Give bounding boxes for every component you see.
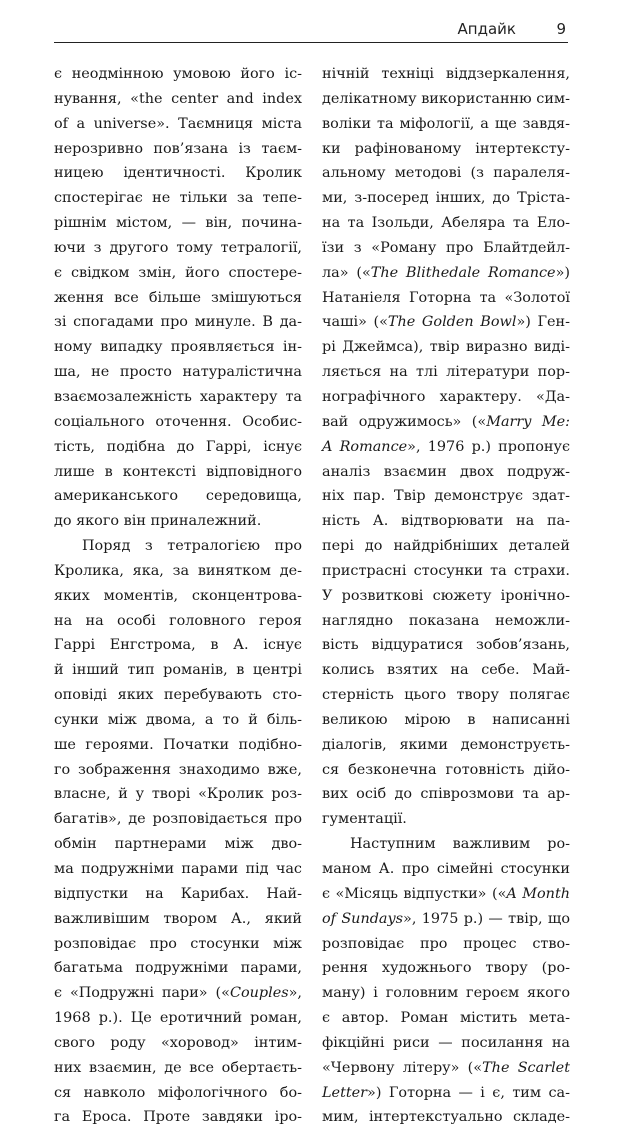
text-line: взаємозалежність характеру та bbox=[54, 388, 302, 405]
running-title: Апдайк bbox=[457, 20, 516, 38]
right-text-column bbox=[322, 62, 570, 1130]
text-line: of Sundays», 1975 р.) — твір, що bbox=[322, 910, 570, 927]
text-line: багатьма подружніми парами, bbox=[54, 960, 302, 977]
text-line: вих осіб до співрозмови та ар- bbox=[322, 786, 570, 803]
text-line: вай одружимось» («Marry Me: bbox=[322, 413, 570, 430]
text-line: рення художнього твору (ро- bbox=[322, 960, 570, 977]
running-header bbox=[54, 16, 568, 43]
text-line: ляється на тлі літератури пор- bbox=[322, 364, 570, 381]
text-line: американського середовища, bbox=[54, 488, 302, 505]
text-line: У розвиткові сюжету іронічно- bbox=[322, 587, 570, 604]
text-line: ницею ідентичності. Кролик bbox=[54, 165, 302, 182]
text-line: ла» («The Blithedale Romance») bbox=[322, 264, 570, 281]
text-line: ману) і головним героєм якого bbox=[322, 985, 570, 1002]
text-line: нерозривно пов’язана із таєм- bbox=[54, 140, 302, 157]
text-line: вість відцуратися зобов’язань, bbox=[322, 637, 570, 654]
text-line: сунки між двома, а то й біль- bbox=[54, 711, 302, 728]
text-line: пристрасні стосунки та страхи. bbox=[322, 562, 570, 579]
text-line: ніх пар. Твір демонструє здат- bbox=[322, 488, 570, 505]
text-line: оповіді яких перебувають сто- bbox=[54, 687, 302, 704]
text-line: воліки та міфології, а ще завдя- bbox=[322, 115, 570, 132]
text-line: власне, й у творі «Кролик роз- bbox=[54, 786, 302, 803]
text-line: мим, інтертекстуально складе- bbox=[322, 1109, 570, 1126]
text-line: й інший тип романів, в центрі bbox=[54, 662, 302, 679]
text-line: Гаррі Енгстрома, в А. існує bbox=[54, 637, 302, 654]
text-line: рі Джеймса), твір виразно виді- bbox=[322, 339, 570, 356]
page-number: 9 bbox=[556, 20, 566, 38]
text-line: Натаніеля Готорна та «Золотої bbox=[322, 289, 570, 306]
text-line: колись взятих на себе. Май- bbox=[322, 662, 570, 679]
text-line: ма подружніми парами під час bbox=[54, 861, 302, 877]
text-line: чаші» («The Golden Bowl») Ген- bbox=[322, 314, 571, 331]
text-line: свого роду «хоровод» інтим- bbox=[54, 1034, 302, 1051]
text-line: соціального оточення. Особис- bbox=[54, 413, 302, 430]
text-line: аналіз взаємин двох подруж- bbox=[322, 463, 570, 480]
text-line: багатів», де розповідається про bbox=[54, 811, 302, 828]
text-line: «Червону літеру» («The Scarlet bbox=[322, 1059, 570, 1076]
text-line: Letter») Готорна — і є, тим са- bbox=[322, 1084, 570, 1101]
text-line: ки рафінованому інтертексту- bbox=[322, 140, 570, 157]
text-line: нографічного характеру. «Да- bbox=[322, 388, 570, 405]
text-line: го зображення знаходимо вже, bbox=[54, 761, 302, 778]
text-line: делікатному використанню сим- bbox=[322, 90, 570, 107]
text-line: є неодмінною умовою його іс- bbox=[54, 66, 302, 82]
text-line: відпустки на Карибах. Най- bbox=[54, 885, 302, 902]
left-text-column bbox=[54, 62, 302, 1130]
text-line: великою мірою в написанні bbox=[322, 711, 570, 728]
text-line: ність А. відтворювати на па- bbox=[322, 513, 570, 530]
text-line: ше героями. Початки подібно- bbox=[54, 736, 302, 753]
text-line: A Romance», 1976 р.) пропонує bbox=[322, 438, 571, 455]
text-line: обмін партнерами між дво- bbox=[54, 836, 302, 853]
text-line: їзи з «Роману про Блайтдейл- bbox=[322, 239, 570, 256]
text-line: розповідає про процес ство- bbox=[322, 935, 570, 952]
text-line: яких моментів, сконцентрова- bbox=[54, 587, 302, 604]
text-line: на на особі головного героя bbox=[54, 612, 302, 629]
text-line: рішнім містом, — він, почина- bbox=[54, 215, 302, 232]
text-line: гументації. bbox=[322, 811, 407, 828]
text-line: of a universe». Таємниця міста bbox=[54, 115, 302, 132]
text-line: ження все більше змішуються bbox=[54, 289, 302, 306]
text-line: нування, «the center and index bbox=[54, 90, 302, 107]
text-line: наглядно показана неможли- bbox=[322, 612, 570, 629]
text-line: Поряд з тетралогією про bbox=[82, 538, 302, 555]
text-line: га Ероса. Проте завдяки іро- bbox=[54, 1109, 302, 1126]
text-line: маном А. про сімейні стосунки bbox=[322, 861, 570, 877]
text-line: пері до найдрібніших деталей bbox=[322, 538, 570, 555]
text-line: тість, подібна до Гаррі, існує bbox=[54, 438, 302, 455]
text-line: ючи з другого тому тетралогії, bbox=[54, 239, 302, 256]
text-line: ся безконечна готовність дійо- bbox=[322, 761, 570, 778]
text-line: спостерігає не тільки за тепе- bbox=[54, 190, 302, 207]
text-line: ми, з-посеред інших, до Трiста- bbox=[322, 190, 570, 207]
text-line: 1968 р.). Це еротичний роман, bbox=[54, 1010, 302, 1027]
text-line: них взаємин, де все обертаєть- bbox=[54, 1059, 302, 1076]
text-line: ша, не просто натуралістична bbox=[54, 364, 302, 381]
text-line: лише в контексті відповідного bbox=[54, 463, 302, 480]
text-line: зі спогадами про минуле. В да- bbox=[54, 314, 302, 331]
text-line: фікційні риси — посилання на bbox=[322, 1034, 570, 1051]
text-line: ся навколо міфологічного бо- bbox=[54, 1084, 302, 1101]
text-line: є «Подружні пари» («Couples», bbox=[54, 985, 302, 1002]
text-line: Наступним важливим ро- bbox=[350, 836, 570, 853]
text-line: на та Ізольди, Абеляра та Ело- bbox=[322, 215, 570, 232]
text-line: Кролика, яка, за винятком де- bbox=[54, 562, 302, 579]
text-line: важливішим твором А., який bbox=[54, 910, 302, 927]
text-line: є свідком змін, його спостере- bbox=[54, 264, 302, 281]
text-line: розповідає про стосунки між bbox=[54, 935, 302, 952]
text-line: стерність цього твору полягає bbox=[322, 687, 570, 704]
text-line: ному випадку проявляється ін- bbox=[54, 339, 302, 356]
text-line: є «Місяць відпустки» («A Month bbox=[322, 885, 571, 902]
text-line: альному методові (з паралеля- bbox=[322, 165, 570, 182]
text-line: є автор. Роман містить мета- bbox=[322, 1010, 570, 1027]
text-line: нічній техніці віддзеркалення, bbox=[322, 66, 570, 82]
text-line: до якого він приналежний. bbox=[54, 513, 262, 530]
text-line: діалогів, якими демонструєть- bbox=[322, 736, 570, 753]
